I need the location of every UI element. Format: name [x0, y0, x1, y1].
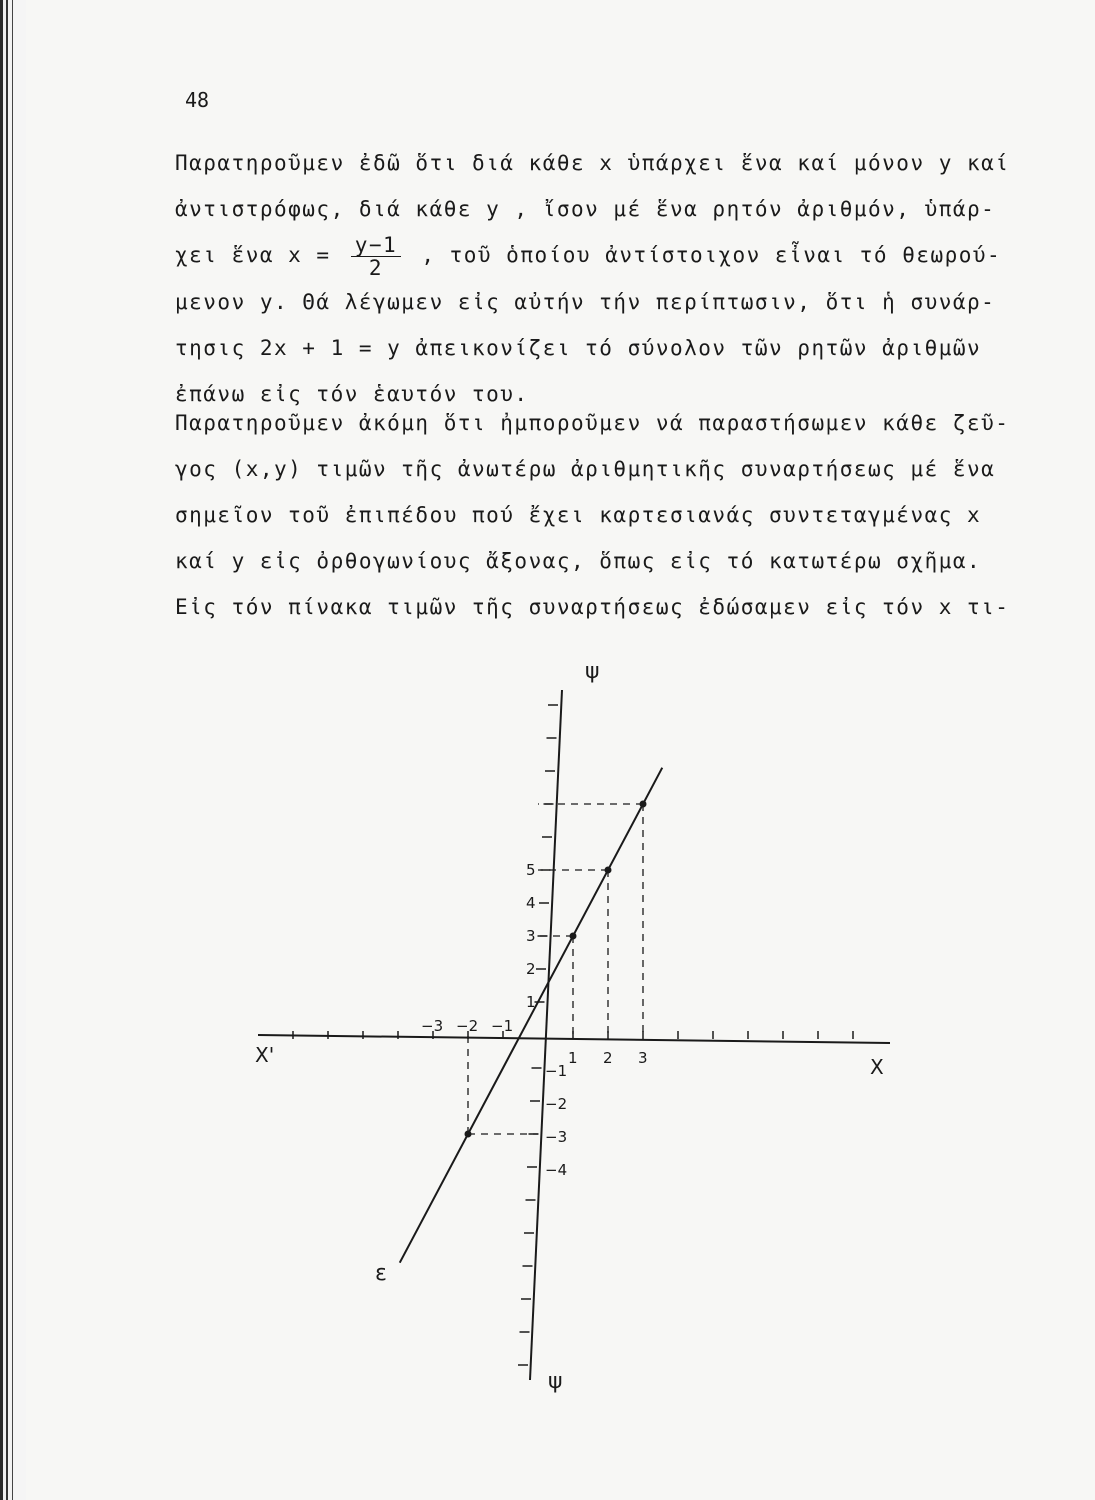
text-line: ἀντιστρόφως, διά κάθε y , ἴσον μέ ἕνα ρητόν ἀριθμόν, ὑπάρ-: [175, 197, 996, 221]
axes-layer: [258, 690, 890, 1380]
fraction-denominator: 2: [368, 255, 384, 280]
x-neg-tick-label: −2: [456, 1017, 479, 1035]
text-line: Παρατηροῦμεν ἐδῶ ὅτι διά κάθε x ὑπάρχει ἕνα καί μόνον y καί: [175, 151, 1010, 175]
x-neg-tick-label: −1: [491, 1017, 514, 1035]
page-number: 48: [185, 88, 210, 112]
y-tick-label: 4: [526, 894, 536, 912]
data-point: [640, 801, 647, 808]
x-tick-label: 3: [638, 1049, 648, 1067]
x-tick-label: 1: [568, 1049, 578, 1067]
x-axis: [258, 1035, 890, 1043]
y-axis-label: ψ: [585, 659, 600, 684]
x-tick-label: 2: [603, 1049, 613, 1067]
y-tick-label: 5: [526, 861, 536, 879]
data-point: [570, 933, 577, 940]
text-line: καί y εἰς ὀρθογωνίους ἄξονας, ὅπως εἰς τό κατωτέρω σχῆμα.: [175, 549, 982, 573]
function-line: [400, 768, 663, 1263]
text-line: μενον y. Θά λέγωμεν εἰς αὐτήν τήν περίπτωσιν, ὅτι ἡ συνάρ-: [175, 289, 996, 314]
text-line: σημεῖον τοῦ ἐπιπέδου πού ἔχει καρτεσιανάς συντεταγμένας x: [175, 503, 982, 527]
line-layer: [400, 768, 663, 1263]
text-line: Παρατηροῦμεν ἀκόμη ὅτι ἠμποροῦμεν νά παραστήσωμεν κάθε ζεῦ-: [175, 411, 1010, 435]
y-neg-tick-label: −3: [545, 1128, 568, 1146]
data-point: [465, 1131, 472, 1138]
y-axis-neg-label: ψ: [548, 1369, 563, 1394]
fraction-numerator: y−1: [351, 234, 401, 257]
labels-layer: [255, 659, 884, 1394]
y-neg-tick-label: −1: [545, 1062, 568, 1080]
text-line: γος (x,y) τιμῶν τῆς ἀνωτέρω ἀριθμητικῆς συναρτήσεως μέ ἕνα: [175, 457, 996, 481]
y-tick-label: 1: [526, 993, 536, 1011]
x-axis-neg-label: X': [255, 1043, 275, 1067]
x-axis-label: X: [870, 1055, 884, 1079]
y-tick-label: 3: [526, 927, 536, 945]
y-tick-label: 2: [526, 960, 536, 978]
y-neg-tick-label: −4: [545, 1161, 568, 1179]
x-neg-tick-label: −3: [421, 1017, 444, 1035]
line-name-label: ε: [375, 1261, 387, 1286]
text-fragment: χει ἕνα x =: [175, 243, 331, 267]
text-line: ἐπάνω εἰς τόν ἑαυτόν του.: [175, 381, 529, 406]
text-fragment: , τοῦ ὁποίου ἀντίστοιχον εἶναι τό θεωρού-: [421, 243, 1002, 267]
text-line: τησις 2x + 1 = y ἀπεικονίζει τό σύνολον τῶν ρητῶν ἀριθμῶν: [175, 335, 982, 360]
y-axis: [530, 690, 562, 1380]
data-point: [605, 867, 612, 874]
text-line: Εἰς τόν πίνακα τιμῶν τῆς συναρτήσεως ἐδώσαμεν εἰς τόν x τι-: [175, 595, 1010, 619]
y-neg-tick-label: −2: [545, 1095, 568, 1113]
